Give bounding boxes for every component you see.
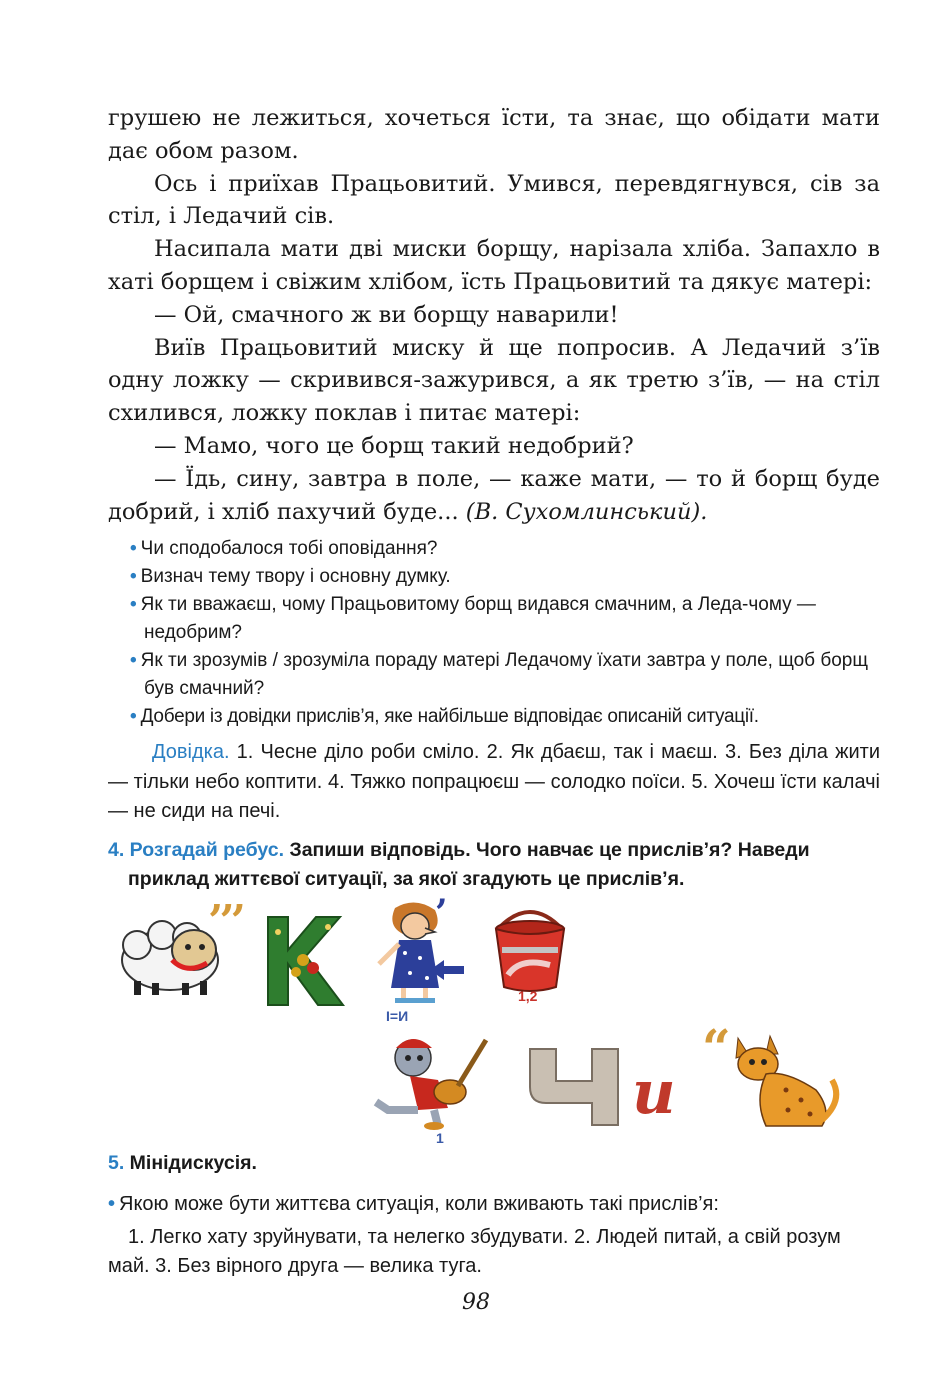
task-5-heading: Мінідискусія. xyxy=(124,1152,257,1174)
apostrophe-marks: ’’’ xyxy=(208,896,242,947)
cat-subscript: 1 xyxy=(436,1130,444,1146)
hint-label: Довідка. xyxy=(152,741,230,763)
question-text: Добери із довідки прислів’я, яке найбільше відповідає описаній ситуації. xyxy=(140,706,759,727)
letter-i-text: и xyxy=(632,1058,676,1128)
discussion-question xyxy=(108,1190,880,1219)
story-paragraph: грушею не лежиться, хочеться їсти, та знає, що обідати мати дає обом разом. xyxy=(108,105,880,164)
task-5-title xyxy=(108,1152,257,1175)
story-source: (В. Сухомлинський). xyxy=(458,498,708,525)
question-item xyxy=(128,535,868,563)
proverbs-list: 1. Легко хату зруйнувати, та нелегко збудувати. 2. Людей питай, а свій розум май. 3. Без вірного друга — велика туга. xyxy=(108,1226,841,1277)
hint-block xyxy=(108,738,880,827)
arrow-left-icon xyxy=(430,960,464,980)
discussion-text: Якою може бути життєва ситуація, коли вживають такі прислів’я: xyxy=(119,1193,719,1215)
quote-marks: ‘‘ xyxy=(702,1018,725,1077)
question-text: Як ти вважаєш, чому Працьовитому борщ видався смачним, а Леда-чому — недобрим? xyxy=(140,594,816,643)
letter-ch-text xyxy=(0,0,1,1)
question-text: Чи сподобалося тобі оповідання? xyxy=(140,538,438,559)
question-item xyxy=(128,647,868,703)
hint-paragraph xyxy=(108,738,880,827)
woman-subscript: І=И xyxy=(386,1008,409,1024)
story-dialogue: — Ой, смачного ж ви борщу наварили! xyxy=(154,301,619,328)
bullet-icon: • xyxy=(130,566,137,587)
letter-k-picture xyxy=(258,912,348,1010)
task-4-text xyxy=(108,836,868,894)
story-text xyxy=(108,102,880,528)
question-text: Як ти зрозумів / зрозуміла пораду матері Ледачому їхати завтра у поле, щоб борщ був смачний? xyxy=(140,650,868,699)
questions-list xyxy=(128,535,868,731)
story-paragraph: Насипала мати дві миски борщу, нарізала хліба. Запахло в хаті борщем і свіжим хлібом, їсть Працьовитий та дякує матері: xyxy=(108,236,880,295)
lynx-picture xyxy=(726,1030,846,1130)
hint-text: 1. Чесне діло роби сміло. 2. Як дбаєш, так і маєш. 3. Без діла жити — тільки небо коптити. 4. Тяжко попрацюєш — солодко поїси. 5. Хочеш їсти калачі — не сиди на печі. xyxy=(108,741,880,822)
cat-guitar-picture xyxy=(368,1030,498,1130)
page-number: 98 xyxy=(462,1290,490,1315)
letter-ch-picture xyxy=(522,1045,642,1127)
bullet-icon: • xyxy=(130,594,137,615)
story-paragraph: Виїв Працьовитий миску й ще попросив. А Ледачий з’їв одну ложку — скривився-зажурився, а як третю з’їв, — на стіл схилився, ложку поклав і питає матері: xyxy=(108,334,880,427)
bucket-subscript: 1,2 xyxy=(518,988,538,1004)
bullet-icon: • xyxy=(130,650,137,671)
question-item xyxy=(128,703,868,731)
discussion-block xyxy=(108,1190,880,1281)
bullet-icon: • xyxy=(130,538,137,559)
task-4-title: 4. Розгадай ребус. xyxy=(108,839,285,861)
bullet-icon: • xyxy=(130,706,137,727)
task-5-number: 5. xyxy=(108,1152,125,1174)
story-dialogue: — Мамо, чого це борщ такий недобрий? xyxy=(154,432,634,459)
task-4 xyxy=(108,836,868,894)
task-4-instructions: Запиши відповідь. Чого навчає це прислів’я? Наведи приклад життєвої ситуації, за якої згадують це прислів’я. xyxy=(128,839,810,890)
question-text: Визнач тему твору і основну думку. xyxy=(140,566,451,587)
bullet-icon: • xyxy=(108,1193,116,1215)
story-last-line: — Їдь, сину, завтра в поле, — каже мати, — то й борщ буде добрий, і хліб пахучий буде... xyxy=(108,465,880,525)
woman-picture xyxy=(365,898,465,1008)
question-item xyxy=(128,563,868,591)
apostrophe-mark: ’ xyxy=(435,892,448,934)
bucket-picture xyxy=(480,905,580,995)
story-paragraph: Ось і приїхав Працьовитий. Умився, перевдягнувся, сів за стіл, і Ледачий сів. xyxy=(108,170,880,230)
story-dialogue xyxy=(108,463,880,529)
question-item xyxy=(128,591,868,647)
